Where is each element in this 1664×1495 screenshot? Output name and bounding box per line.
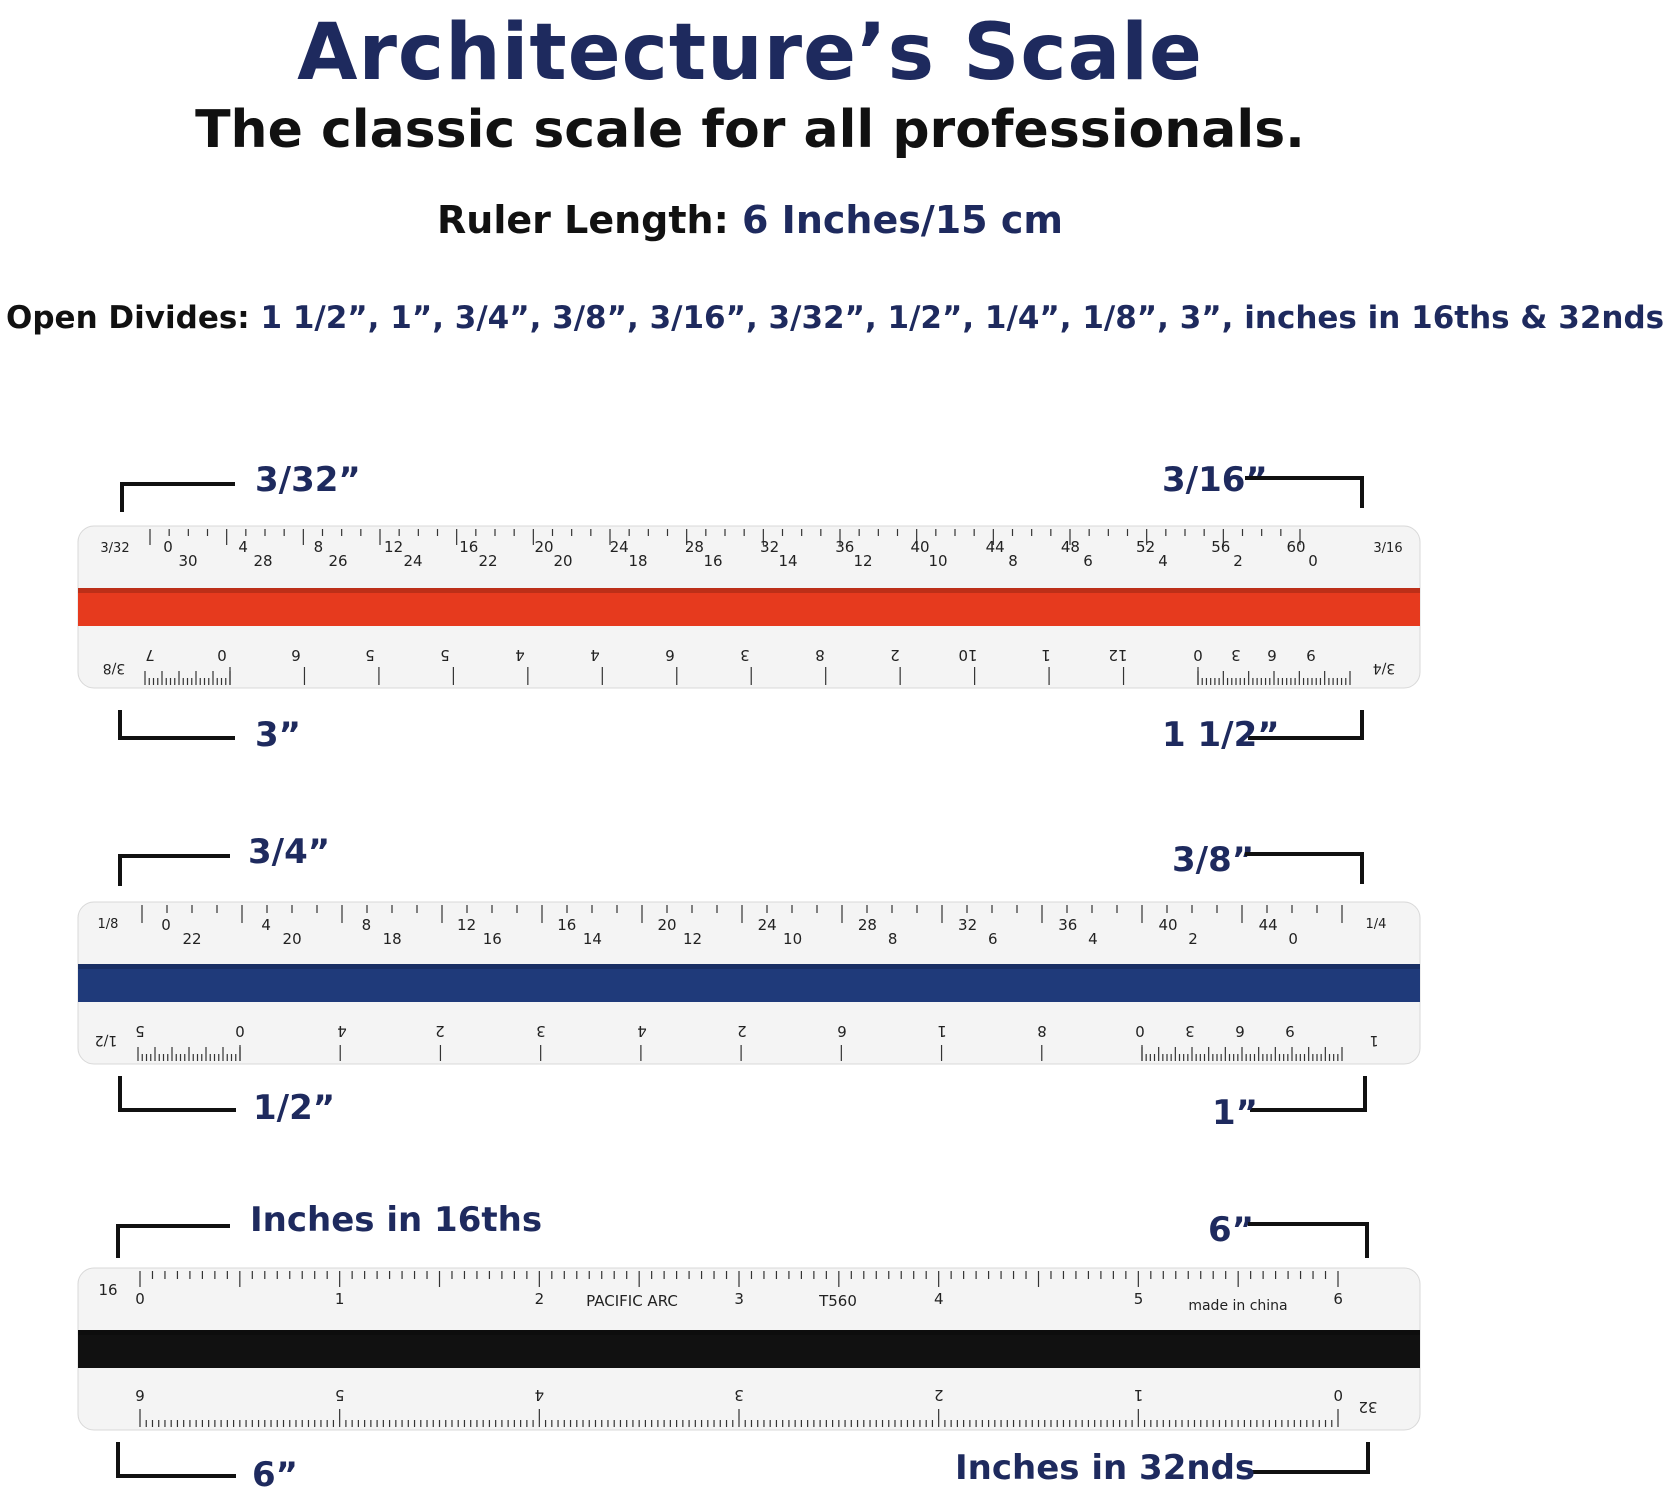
top-scale-b-label: 8 bbox=[887, 930, 898, 948]
top-scale-b-label: 10 bbox=[928, 552, 948, 570]
top-scale-a-label: 32 bbox=[760, 538, 780, 556]
bottom-scale-label: 5 bbox=[440, 646, 450, 664]
top-inch-label: 2 bbox=[534, 1290, 545, 1308]
bottom-scale-label: 7 bbox=[145, 646, 155, 664]
top-scale-a-label: 24 bbox=[757, 916, 777, 934]
bottom-scale-label: 2 bbox=[890, 646, 900, 664]
ruler-1-stripe bbox=[78, 964, 1420, 1002]
top-scale-a-label: 16 bbox=[459, 538, 479, 556]
top-scale-b-label: 14 bbox=[778, 552, 798, 570]
bottom-scale-label: 9 bbox=[1285, 1022, 1295, 1040]
bottom-inch-label: 1 bbox=[1133, 1386, 1144, 1404]
top-scale-b-label: 28 bbox=[253, 552, 273, 570]
top-scale-b-label: 6 bbox=[1083, 552, 1093, 570]
top-inch-label: 6 bbox=[1333, 1290, 1343, 1308]
bottom-end-left-label: 1/2 bbox=[94, 1032, 118, 1048]
bottom-inch-label: 4 bbox=[534, 1386, 545, 1404]
top-scale-a-label: 20 bbox=[657, 916, 677, 934]
top-scale-b-label: 2 bbox=[1233, 552, 1243, 570]
bottom-scale-label: 4 bbox=[590, 646, 600, 664]
bottom-inch-label: 0 bbox=[1333, 1386, 1343, 1404]
bottom-end-right-label: 1 bbox=[1369, 1032, 1379, 1048]
open-divides-label: Open Divides: bbox=[6, 300, 250, 336]
callout-6-top: 6” bbox=[1208, 1210, 1255, 1250]
bottom-inch-label: 5 bbox=[334, 1386, 345, 1404]
top-scale-b-label: 4 bbox=[1158, 552, 1168, 570]
top-scale-a-label: 16 bbox=[557, 916, 577, 934]
model-label: T560 bbox=[819, 1292, 857, 1310]
top-scale-b-label: 30 bbox=[178, 552, 198, 570]
top-scale-b-label: 26 bbox=[328, 552, 348, 570]
top-scale-a-label: 36 bbox=[1058, 916, 1078, 934]
bottom-inch-label: 6 bbox=[135, 1386, 145, 1404]
bottom-scale-label: 2 bbox=[435, 1022, 445, 1040]
bracket-bottom-left bbox=[120, 1076, 236, 1110]
bottom-scale-label: 10 bbox=[958, 646, 978, 664]
top-scale-a-label: 8 bbox=[313, 538, 324, 556]
brand-label: PACIFIC ARC bbox=[586, 1292, 678, 1310]
ruler-blue-stripe bbox=[0, 840, 1500, 1130]
bottom-scale-label: 6 bbox=[291, 646, 301, 664]
bottom-inch-label: 2 bbox=[934, 1386, 944, 1404]
top-scale-a-label: 20 bbox=[534, 538, 554, 556]
bottom-scale-label: 3 bbox=[536, 1022, 546, 1040]
bottom-inch-label: 3 bbox=[734, 1386, 744, 1404]
top-scale-b-label: 16 bbox=[482, 930, 502, 948]
top-scale-a-label: 8 bbox=[361, 916, 372, 934]
top-scale-b-label: 14 bbox=[582, 930, 602, 948]
top-scale-b-label: 2 bbox=[1188, 930, 1198, 948]
bottom-scale-label: 5 bbox=[135, 1022, 145, 1040]
callout-3-8: 3/8” bbox=[1172, 840, 1255, 880]
bottom-scale-label: 1 bbox=[1041, 646, 1051, 664]
bottom-scale-label: 3 bbox=[740, 646, 750, 664]
top-scale-a-label: 4 bbox=[238, 538, 248, 556]
top-scale-b-label: 0 bbox=[1288, 930, 1298, 948]
bracket-bottom-right bbox=[1250, 1442, 1368, 1472]
bottom-scale-label: 4 bbox=[637, 1022, 647, 1040]
callout-6-bottom: 6” bbox=[252, 1455, 299, 1495]
open-divides bbox=[6, 300, 1664, 336]
bracket-top-left bbox=[122, 484, 235, 512]
top-inch-label: 4 bbox=[934, 1290, 944, 1308]
top-end-right-label: 3/16 bbox=[1373, 541, 1403, 556]
top-scale-a-label: 28 bbox=[857, 916, 877, 934]
ruler-1-stripe-shade bbox=[78, 964, 1420, 969]
bottom-scale-label: 5 bbox=[365, 646, 375, 664]
bottom-scale-label: 0 bbox=[1193, 646, 1203, 664]
top-scale-b-label: 6 bbox=[988, 930, 998, 948]
bottom-scale-label: 9 bbox=[1306, 646, 1316, 664]
top-scale-b-label: 24 bbox=[403, 552, 423, 570]
top-scale-b-label: 0 bbox=[1308, 552, 1318, 570]
bracket-top-left bbox=[120, 856, 230, 886]
top-scale-a-label: 36 bbox=[835, 538, 855, 556]
callout-1-1-2: 1 1/2” bbox=[1162, 715, 1280, 755]
top-scale-b-label: 22 bbox=[182, 930, 202, 948]
bracket-bottom-left bbox=[118, 1442, 236, 1476]
bottom-end-right-label: 32 bbox=[1358, 1398, 1378, 1416]
top-inch-label: 1 bbox=[334, 1290, 345, 1308]
top-scale-b-label: 12 bbox=[682, 930, 703, 948]
top-scale-a-label: 12 bbox=[457, 916, 477, 934]
top-inch-label: 0 bbox=[135, 1290, 145, 1308]
ruler-length-value: 6 Inches/15 cm bbox=[742, 198, 1063, 242]
top-scale-b-label: 12 bbox=[853, 552, 873, 570]
callout-3-32: 3/32” bbox=[255, 460, 361, 500]
top-scale-a-label: 28 bbox=[684, 538, 704, 556]
bottom-scale-label: 8 bbox=[815, 646, 825, 664]
top-end-left-label: 16 bbox=[98, 1281, 118, 1299]
top-scale-a-label: 40 bbox=[910, 538, 930, 556]
top-inch-label: 3 bbox=[734, 1290, 744, 1308]
bottom-end-right-label: 3/4 bbox=[1372, 660, 1396, 676]
top-scale-b-label: 18 bbox=[382, 930, 402, 948]
ruler-0-stripe-shade bbox=[78, 588, 1420, 593]
callout-inches-32nds: Inches in 32nds bbox=[955, 1448, 1256, 1488]
bottom-scale-label: 2 bbox=[737, 1022, 747, 1040]
top-end-left-label: 3/32 bbox=[100, 541, 130, 556]
bottom-scale-label: 4 bbox=[337, 1022, 347, 1040]
ruler-2-stripe-shade bbox=[78, 1330, 1420, 1335]
bottom-end-left-label: 3/8 bbox=[102, 660, 126, 676]
bracket-bottom-right bbox=[1250, 1076, 1365, 1110]
top-scale-a-label: 48 bbox=[1060, 538, 1080, 556]
bottom-scale-label: 8 bbox=[1037, 1022, 1047, 1040]
bracket-top-right bbox=[1245, 478, 1362, 508]
bottom-scale-label: 12 bbox=[1108, 646, 1128, 664]
bracket-bottom-left bbox=[120, 710, 235, 738]
bracket-top-right bbox=[1248, 1224, 1367, 1258]
top-scale-a-label: 24 bbox=[609, 538, 629, 556]
bottom-scale-label: 6 bbox=[1267, 646, 1277, 664]
ruler-length bbox=[0, 198, 1500, 242]
top-scale-b-label: 18 bbox=[628, 552, 648, 570]
ruler-length-label: Ruler Length: bbox=[437, 198, 729, 242]
top-scale-a-label: 12 bbox=[384, 538, 404, 556]
callout-3-4: 3/4” bbox=[248, 832, 331, 872]
bottom-scale-label: 0 bbox=[1135, 1022, 1145, 1040]
open-divides-value: 1 1/2”, 1”, 3/4”, 3/8”, 3/16”, 3/32”, 1/2”, 1/4”, 1/8”, 3”, inches in 16ths & 32nds bbox=[260, 300, 1664, 336]
bottom-scale-label: 4 bbox=[515, 646, 525, 664]
bottom-scale-label: 3 bbox=[1185, 1022, 1195, 1040]
bottom-scale-label: 6 bbox=[665, 646, 675, 664]
top-scale-a-label: 32 bbox=[958, 916, 978, 934]
bottom-scale-label: 0 bbox=[235, 1022, 245, 1040]
bottom-scale-label: 3 bbox=[1231, 646, 1241, 664]
bottom-scale-label: 6 bbox=[1235, 1022, 1245, 1040]
ruler-2-stripe bbox=[78, 1330, 1420, 1368]
top-scale-a-label: 4 bbox=[261, 916, 271, 934]
bracket-top-left bbox=[118, 1226, 230, 1258]
bottom-scale-label: 1 bbox=[937, 1022, 947, 1040]
callout-3-16: 3/16” bbox=[1162, 460, 1268, 500]
top-scale-a-label: 0 bbox=[163, 538, 173, 556]
top-scale-a-label: 40 bbox=[1158, 916, 1178, 934]
origin-label: made in china bbox=[1188, 1298, 1288, 1314]
top-scale-b-label: 16 bbox=[703, 552, 723, 570]
bottom-scale-label: 0 bbox=[217, 646, 227, 664]
top-scale-a-label: 44 bbox=[1258, 916, 1278, 934]
top-scale-b-label: 4 bbox=[1088, 930, 1098, 948]
top-scale-b-label: 20 bbox=[282, 930, 302, 948]
top-scale-a-label: 52 bbox=[1136, 538, 1156, 556]
callout-1: 1” bbox=[1212, 1093, 1259, 1133]
top-scale-b-label: 20 bbox=[553, 552, 573, 570]
top-end-left-label: 1/8 bbox=[97, 917, 119, 932]
top-scale-a-label: 56 bbox=[1211, 538, 1231, 556]
top-scale-b-label: 22 bbox=[478, 552, 498, 570]
callout-1-2: 1/2” bbox=[253, 1088, 336, 1128]
callout-3: 3” bbox=[255, 715, 302, 755]
bottom-scale-label: 6 bbox=[837, 1022, 847, 1040]
bracket-top-right bbox=[1245, 854, 1362, 884]
callout-inches-16ths: Inches in 16ths bbox=[250, 1200, 543, 1240]
top-scale-a-label: 60 bbox=[1286, 538, 1306, 556]
ruler-0-stripe bbox=[78, 588, 1420, 626]
top-scale-b-label: 10 bbox=[783, 930, 803, 948]
page-title: Architecture’s Scale bbox=[297, 8, 1203, 98]
top-end-right-label: 1/4 bbox=[1365, 917, 1387, 932]
top-scale-b-label: 8 bbox=[1008, 552, 1018, 570]
top-scale-a-label: 0 bbox=[161, 916, 171, 934]
top-inch-label: 5 bbox=[1133, 1290, 1144, 1308]
page-subtitle: The classic scale for all professionals. bbox=[195, 100, 1305, 160]
top-scale-a-label: 44 bbox=[985, 538, 1005, 556]
ruler-black-stripe bbox=[0, 1210, 1500, 1495]
